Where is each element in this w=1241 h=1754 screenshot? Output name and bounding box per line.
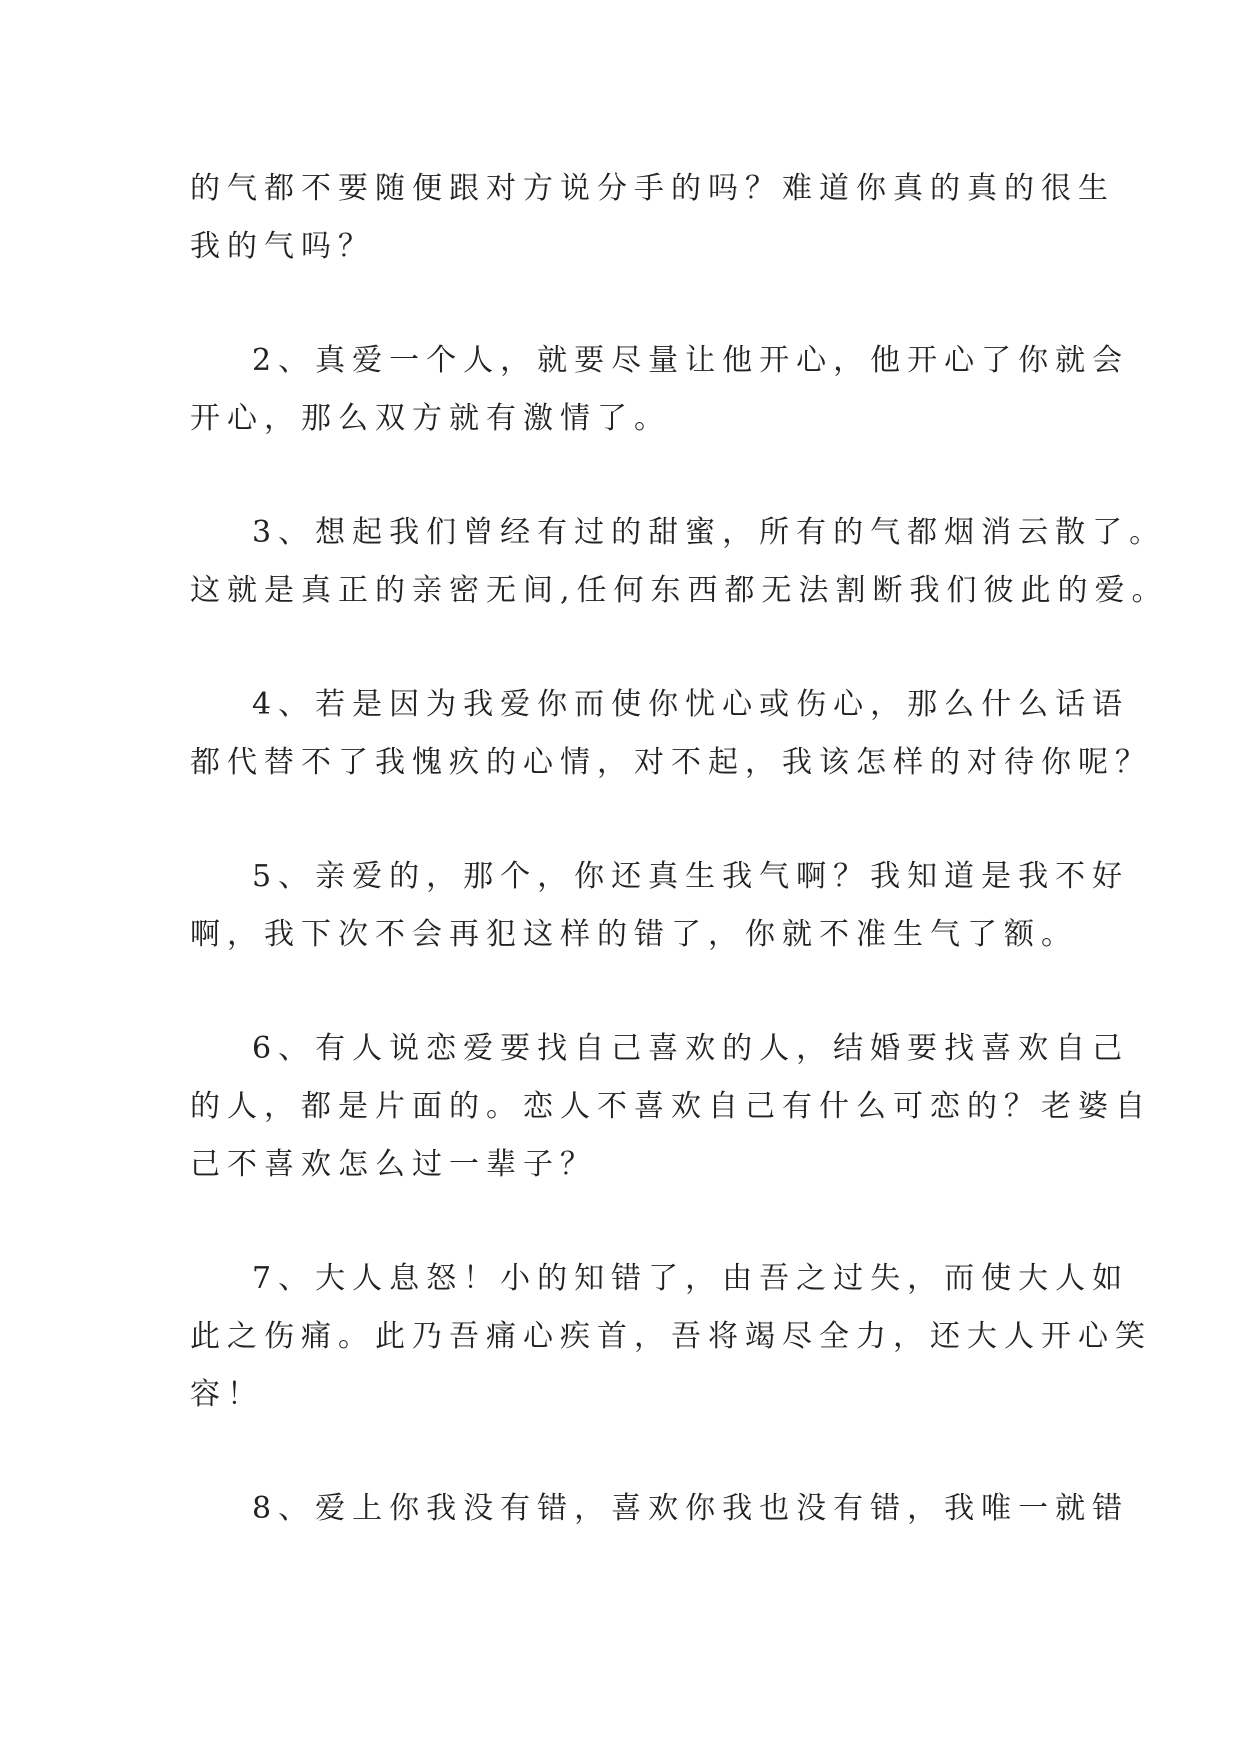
text-line: 这就是真正的亲密无间,任何东西都无法割断我们彼此的爱。	[190, 573, 1169, 608]
text-line: 开心，那么双方就有激情了。	[190, 401, 671, 436]
document-body	[190, 160, 1169, 1538]
text-line: 己不喜欢怎么过一辈子？	[190, 1147, 597, 1182]
text-line: 4、若是因为我爱你而使你忧心或伤心，那么什么话语	[252, 687, 1130, 722]
paragraph-item-2	[190, 332, 1130, 448]
paragraph-gap	[190, 964, 1060, 1020]
paragraph-item-3	[190, 504, 1169, 620]
paragraph-gap	[190, 620, 1060, 676]
text-line: 啊，我下次不会再犯这样的错了，你就不准生气了额。	[190, 917, 1078, 952]
paragraph-item-4	[190, 676, 1152, 792]
paragraph-gap	[190, 1194, 1060, 1250]
text-line: 7、大人息怒！小的知错了，由吾之过失，而使大人如	[252, 1261, 1130, 1296]
text-line: 6、有人说恋爱要找自己喜欢的人，结婚要找喜欢自己	[252, 1031, 1130, 1066]
paragraph-item-6	[190, 1020, 1152, 1194]
text-line: 此之伤痛。此乃吾痛心疾首，吾将竭尽全力，还大人开心笑	[190, 1319, 1152, 1354]
text-line: 容！	[190, 1377, 264, 1412]
paragraph-continued	[190, 160, 1115, 276]
text-line: 的气都不要随便跟对方说分手的吗？难道你真的真的很生	[190, 171, 1115, 206]
text-line: 我的气吗？	[190, 229, 375, 264]
paragraph-gap	[190, 448, 1060, 504]
paragraph-gap	[190, 1424, 1060, 1480]
text-line: 3、想起我们曾经有过的甜蜜，所有的气都烟消云散了。	[252, 515, 1167, 550]
paragraph-gap	[190, 792, 1060, 848]
text-line: 5、亲爱的，那个，你还真生我气啊？我知道是我不好	[252, 859, 1130, 894]
paragraph-item-7	[190, 1250, 1152, 1424]
text-line: 8、爱上你我没有错，喜欢你我也没有错，我唯一就错	[252, 1491, 1130, 1526]
paragraph-gap	[190, 276, 1060, 332]
paragraph-item-8	[190, 1480, 1130, 1538]
text-line: 2、真爱一个人，就要尽量让他开心，他开心了你就会	[252, 343, 1130, 378]
text-line: 的人，都是片面的。恋人不喜欢自己有什么可恋的？老婆自	[190, 1089, 1152, 1124]
text-line: 都代替不了我愧疚的心情，对不起，我该怎样的对待你呢？	[190, 745, 1152, 780]
paragraph-item-5	[190, 848, 1130, 964]
